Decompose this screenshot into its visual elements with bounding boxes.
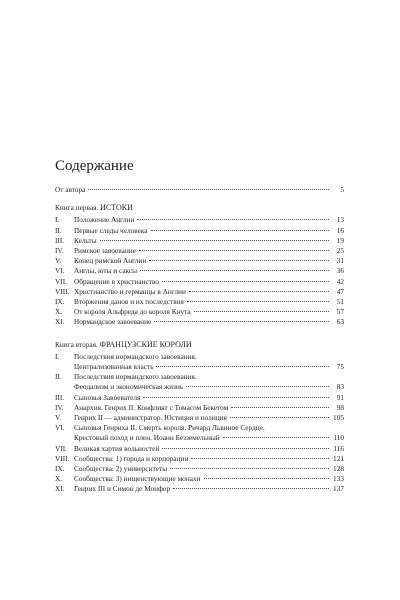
toc-entry-label: Крестовый поход и плен. Иоанн Безземельный <box>74 433 220 443</box>
toc-entry-page: 42 <box>336 276 344 286</box>
toc-entry-page: 16 <box>336 225 344 235</box>
toc-entry-label: Феодализм и экономическая жизнь <box>74 382 184 392</box>
book2-entries <box>55 352 344 495</box>
dot-leader <box>194 311 329 312</box>
toc-entry-page: 110 <box>333 433 344 443</box>
toc-entry-page: 25 <box>336 246 344 256</box>
dot-leader <box>139 250 329 251</box>
toc-entry-label: Великая хартия вольностей <box>74 443 160 453</box>
toc-entry <box>55 266 344 276</box>
toc-entry <box>55 215 344 225</box>
toc-entry-number: XI. <box>55 484 65 494</box>
toc-entry <box>55 464 344 474</box>
toc-entry-label: Централизованная власть <box>74 362 154 372</box>
dot-leader <box>140 270 329 271</box>
toc-entry-page: 137 <box>333 484 344 494</box>
toc-entry-number: VII. <box>55 443 67 453</box>
toc-entry-page: 98 <box>336 402 344 412</box>
toc-entry-page: 116 <box>333 443 344 453</box>
toc-entry-number: IX. <box>55 297 65 307</box>
toc-entry-number: V. <box>55 256 62 266</box>
toc-entry-number: II. <box>55 225 62 235</box>
dot-leader <box>231 407 329 408</box>
toc-entry-number: IV. <box>55 246 64 256</box>
toc-entry-page: 75 <box>336 362 344 372</box>
toc-entry-number: I. <box>55 215 60 225</box>
toc-entry-page: 105 <box>333 413 344 423</box>
toc-entry <box>55 236 344 246</box>
toc-entry-label: Анархия. Генрих II. Конфликт с Томасом Бекетом <box>74 402 229 412</box>
toc-entry-page: 128 <box>333 464 344 474</box>
toc-entry <box>55 317 344 327</box>
dot-leader <box>149 260 329 261</box>
toc-entry <box>55 433 344 443</box>
toc-entry-label: Сообщества: 1) города и корпорации <box>74 453 189 463</box>
toc-entry <box>55 403 344 413</box>
toc-entry-label: Генрих III и Симон де Монфор <box>74 484 171 494</box>
toc-entry-number: I. <box>55 351 60 361</box>
toc-entry-number: V. <box>55 413 62 423</box>
dot-leader <box>187 301 329 302</box>
toc-entry-label: Генрих II — администратор. Юстиция и полиция <box>74 413 227 423</box>
dot-leader <box>154 321 329 322</box>
toc-entry <box>55 307 344 317</box>
toc-entry <box>55 474 344 484</box>
toc-entry <box>55 382 344 392</box>
toc-entry-page: 13 <box>336 215 344 225</box>
toc-entry-label: Сыновья Завоевателя <box>74 392 141 402</box>
toc-entry-number: X. <box>55 474 63 484</box>
toc-entry-line <box>55 352 344 362</box>
toc-entry-number: II. <box>55 372 62 382</box>
dot-leader <box>189 291 329 292</box>
toc-entry-page: 47 <box>336 286 344 296</box>
toc-entry-page: 36 <box>336 266 344 276</box>
toc-entry <box>55 454 344 464</box>
dot-leader <box>137 219 329 220</box>
toc-entry-label: Положение Англии <box>74 215 135 225</box>
dot-leader <box>186 386 329 387</box>
toc-entry-label: Первые следы человека <box>74 225 148 235</box>
dot-leader <box>204 478 329 479</box>
table-of-contents <box>55 157 344 495</box>
dot-leader <box>170 468 329 469</box>
toc-entry-number: VI. <box>55 423 65 433</box>
toc-entry-author <box>55 185 344 195</box>
toc-entry <box>55 413 344 423</box>
toc-entry-number: III. <box>55 235 65 245</box>
toc-entry <box>55 277 344 287</box>
dot-leader <box>191 458 329 459</box>
toc-entry-line <box>55 423 344 433</box>
toc-entry-number: VII. <box>55 276 67 286</box>
book1-entries <box>55 215 344 327</box>
dot-leader <box>156 366 329 367</box>
toc-entry-number: IX. <box>55 464 65 474</box>
toc-entry-number: VI. <box>55 266 65 276</box>
toc-entry-label-line1: Последствия нормандского завоевания. <box>74 372 197 382</box>
toc-entry <box>55 484 344 494</box>
toc-entry-label: Вторжения данов и их последствия <box>74 297 184 307</box>
toc-entry-page: 63 <box>336 317 344 327</box>
dot-leader <box>223 437 329 438</box>
toc-entry <box>55 444 344 454</box>
toc-entry-label: Конец римской Англии <box>74 256 147 266</box>
dot-leader <box>230 417 329 418</box>
toc-entry-number: X. <box>55 307 63 317</box>
toc-entry-label-line1: Последствия нормандского завоевания. <box>74 351 197 361</box>
toc-entry-page: 121 <box>333 453 344 463</box>
toc-entry-label: От автора <box>55 185 86 194</box>
toc-entry-number: XI. <box>55 317 65 327</box>
toc-entry-label: Кельты <box>74 235 97 245</box>
toc-entry-page: 57 <box>336 307 344 317</box>
page-title: Содержание <box>55 158 134 174</box>
toc-entry <box>55 246 344 256</box>
toc-entry-label: Нормандское завоевание <box>74 317 152 327</box>
dot-leader <box>173 488 329 489</box>
toc-entry <box>55 287 344 297</box>
dot-leader <box>162 448 329 449</box>
toc-entry <box>55 362 344 372</box>
dot-leader <box>88 189 329 190</box>
dot-leader <box>100 240 329 241</box>
book1-heading: Книга первая. ИСТОКИ <box>55 203 133 213</box>
toc-entry-page: 91 <box>336 392 344 402</box>
toc-entry-page: 133 <box>333 474 344 484</box>
dot-leader <box>151 230 329 231</box>
toc-entry-line <box>55 372 344 382</box>
toc-entry-page: 83 <box>336 382 344 392</box>
dot-leader <box>162 281 329 282</box>
toc-entry-label: Обращение в христианство <box>74 276 160 286</box>
toc-entry-page: 51 <box>336 297 344 307</box>
toc-entry-label: Англы, юты и саксы <box>74 266 138 276</box>
toc-entry-page: 31 <box>336 256 344 266</box>
toc-entry-number: VIII. <box>55 286 70 296</box>
toc-entry-label: Сообщества: 3) нищенствующие монахи <box>74 474 201 484</box>
toc-entry-label-line1: Сыновья Генриха II. Смерть короля. Ричард Львиное Сердце. <box>74 423 265 433</box>
toc-entry <box>55 297 344 307</box>
toc-entry-label: От короля Альфреда до короля Кнута <box>74 307 191 317</box>
toc-entry <box>55 226 344 236</box>
toc-entry-page: 19 <box>336 235 344 245</box>
toc-entry-label: Сообщества: 2) университеты <box>74 464 168 474</box>
toc-entry-number: VIII. <box>55 453 70 463</box>
toc-entry-number: III. <box>55 392 65 402</box>
toc-entry-label: Римское завоевание <box>74 246 136 256</box>
toc-entry-label: Христианство и германцы в Англии <box>74 286 186 296</box>
toc-entry-page: 5 <box>340 185 344 194</box>
toc-entry <box>55 393 344 403</box>
dot-leader <box>143 397 329 398</box>
toc-entry <box>55 256 344 266</box>
toc-entry-number: IV. <box>55 402 64 412</box>
book2-heading: Книга вторая. ФРАНЦУЗСКИЕ КОРОЛИ <box>55 339 192 349</box>
